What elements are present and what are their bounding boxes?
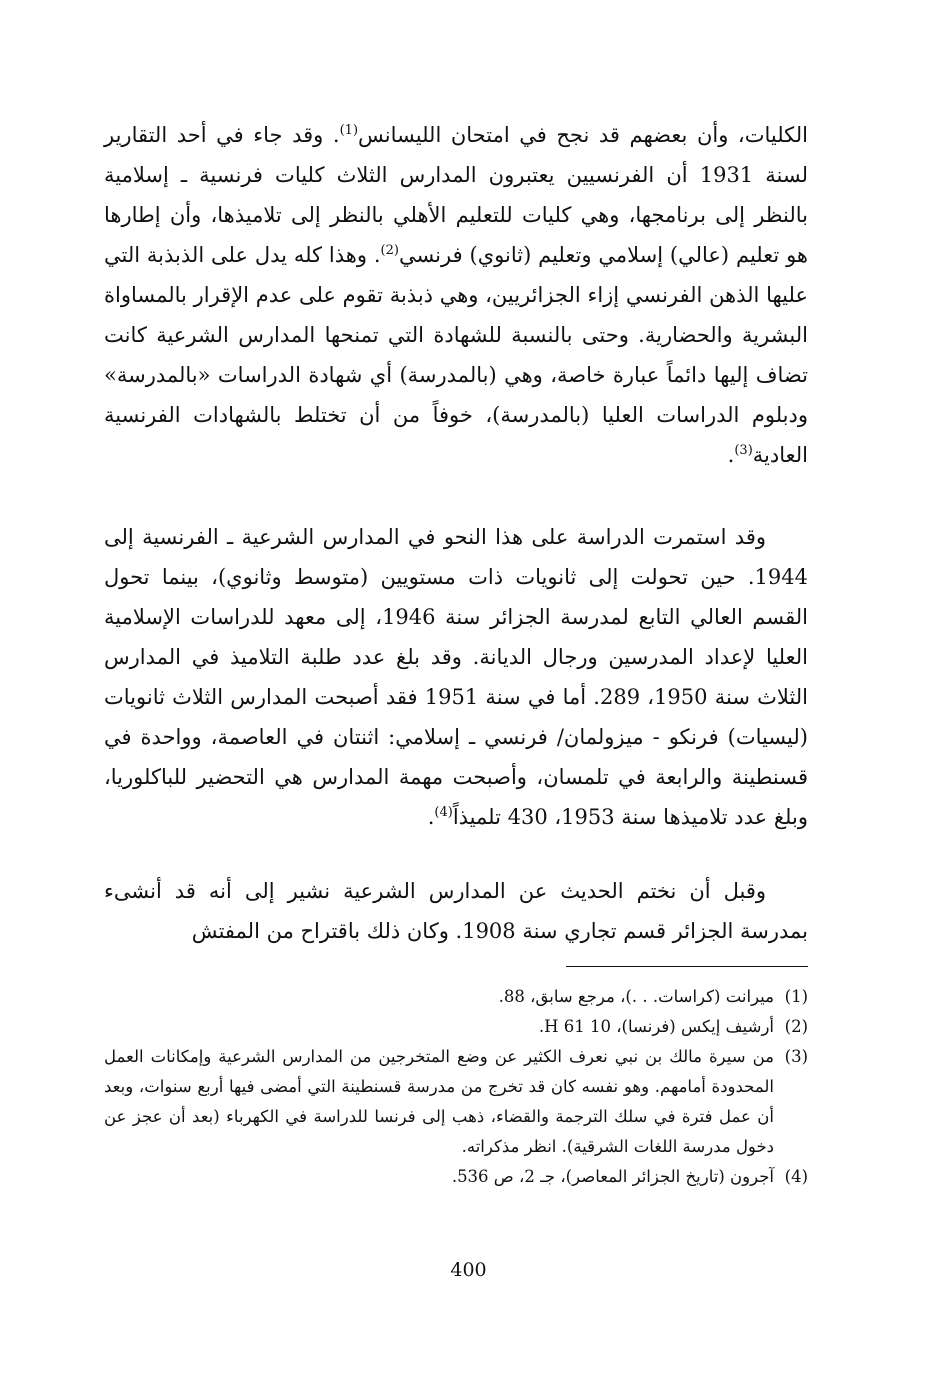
footnote-number: (1) bbox=[784, 987, 808, 1006]
footnote-ref-4[interactable]: (4) bbox=[434, 805, 453, 820]
footnote-number: (2) bbox=[784, 1017, 808, 1036]
paragraph-2-text: وقد استمرت الدراسة على هذا النحو في المدارس الشرعية ـ الفرنسية إلى 1944. حين تحولت إلى ثانويات ذات مستويين (متوسط وثانوي)، بينما تحول القسم العالي التابع لمدرسة الجزائر سنة 1946، إلى معهد للدراسات الإسلامية العليا لإعداد المدرسين ورجال الديانة. وقد بلغ عدد طلبة التلاميذ في المدارس الثلاث سنة 1950، 289. أما في سنة 1951 فقد أصبحت المدارس الثلاث ثانويات (ليسيات) فرنكو - ميزولمان/ فرنسي ـ إسلامي: اثنتان في العاصمة، وواحدة في قسنطينة والرابعة في تلمسان، وأصبحت مهمة المدارس هي التحضير للباكلوريا، وبلغ عدد تلاميذها سنة 1953، 430 تلميذاً bbox=[104, 525, 809, 829]
body-paragraph-1 bbox=[104, 115, 808, 475]
paragraph-1-end: . bbox=[727, 443, 735, 467]
footnotes-list bbox=[104, 982, 808, 1192]
footnote-text: آجرون (تاريخ الجزائر المعاصر)، جـ 2، ص 536. bbox=[451, 1167, 774, 1186]
footnote-2 bbox=[104, 1012, 808, 1042]
footnote-ref-1[interactable]: (1) bbox=[339, 123, 359, 138]
page-number: 400 bbox=[450, 1259, 487, 1281]
footnote-text: ميرانت (كراسات. . .)، مرجع سابق، 88. bbox=[498, 987, 774, 1006]
footnote-divider bbox=[566, 966, 808, 967]
footnote-number: (3) bbox=[784, 1047, 808, 1066]
footnote-number: (4) bbox=[784, 1167, 808, 1186]
footnote-ref-2[interactable]: (2) bbox=[380, 243, 399, 258]
body-paragraph-3 bbox=[104, 871, 808, 951]
body-paragraph-2 bbox=[104, 517, 808, 837]
footnote-text: أرشيف إيكس (فرنسا)، 10 H 61. bbox=[538, 1017, 774, 1036]
footnote-text: من سيرة مالك بن نبي نعرف الكثير عن وضع المتخرجين من المدارس الشرعية وإمكانات العمل المحدودة أمامهم. وهو نفسه كان قد تخرج من مدرسة قسنطينة التي أمضى فيها أربع سنوات، وبعد أن عمل فترة في سلك الترجمة والقضاء، ذهب إلى فرنسا للدراسة في الكهرباء (بعد أن عجز عن دخول مدرسة اللغات الشرقية). انظر مذكراته. bbox=[104, 1047, 774, 1156]
paragraph-1-text-a: الكليات، وأن بعضهم قد نجح في امتحان الليسانس bbox=[358, 123, 808, 147]
paragraph-1-text-c: . وهذا كله يدل على الذبذبة التي عليها الذهن الفرنسي إزاء الجزائريين، وهي ذبذبة تقوم على عدم الإقرار بالمساواة البشرية والحضارية. وحتى بالنسبة للشهادة التي تمنحها المدارس الشرعية كانت تضاف إليها دائماً عبارة خاصة، وهي (بالمدرسة) أي شهادة الدراسات «بالمدرسة» ودبلوم الدراسات العليا (بالمدرسة)، خوفاً من أن تختلط بالشهادات الفرنسية العادية bbox=[104, 243, 808, 467]
footnote-1 bbox=[104, 982, 808, 1012]
footnote-4 bbox=[104, 1162, 808, 1192]
footnote-3 bbox=[104, 1042, 808, 1162]
paragraph-2-end: . bbox=[427, 805, 435, 829]
footnote-ref-3[interactable]: (3) bbox=[734, 443, 753, 458]
paragraph-3-text: وقبل أن نختم الحديث عن المدارس الشرعية نشير إلى أنه قد أنشىء بمدرسة الجزائر قسم تجاري سنة 1908. وكان ذلك باقتراح من المفتش bbox=[104, 879, 808, 943]
paragraph-1-text-b: . وقد جاء في أحد التقارير لسنة 1931 أن الفرنسيين يعتبرون المدارس الثلاث كليات فرنسية ـ إسلامية بالنظر إلى برنامجها، وهي كليات للتعليم الأهلي بالنظر إلى تلاميذها، وأن إطارها هو تعليم (عالي) إسلامي وتعليم (ثانوي) فرنسي bbox=[104, 123, 809, 267]
